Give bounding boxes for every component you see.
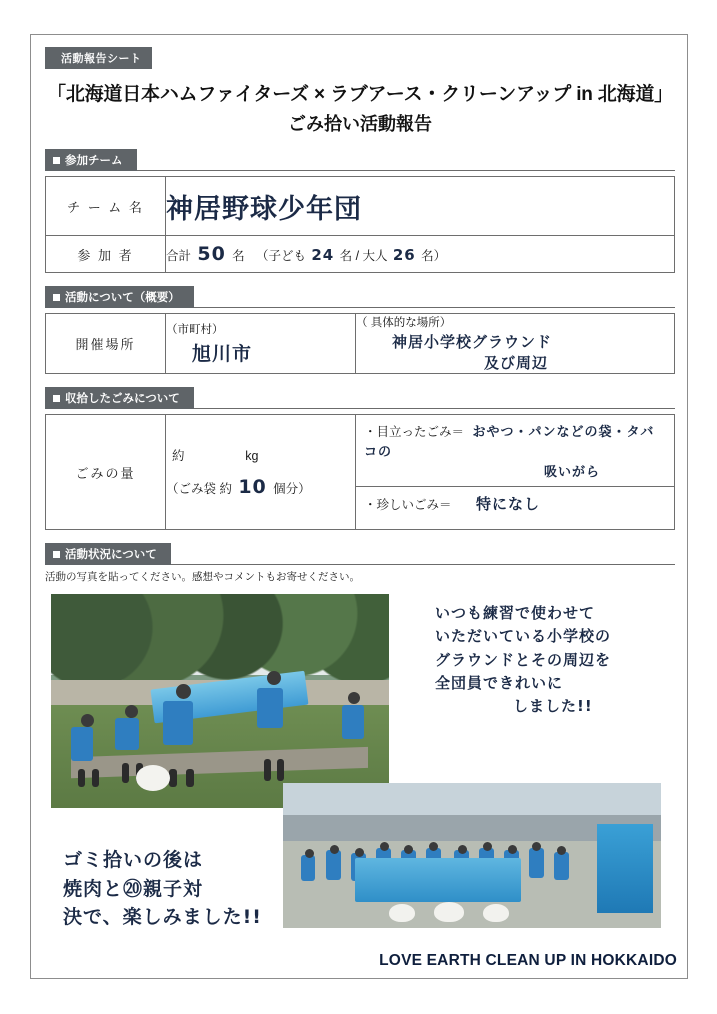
hand-left-line-3: 決で、楽しみました!! bbox=[63, 906, 262, 928]
participants-total-prefix: 合計 bbox=[166, 249, 192, 263]
trash-bag-graphic bbox=[434, 902, 464, 922]
bullet-square-icon bbox=[53, 157, 60, 164]
value-team-name-cell bbox=[166, 177, 675, 236]
section-label-photos: 活動状況について bbox=[65, 549, 157, 561]
footer-logo: LOVE EARTH CLEAN UP IN HOKKAIDO bbox=[379, 952, 677, 969]
photo-instruction-note: 活動の写真を貼ってください。感想やコメントもお寄せください。 bbox=[45, 571, 360, 583]
trash-notes-cell bbox=[356, 415, 675, 530]
handwritten-comment-right bbox=[435, 602, 665, 718]
report-tag: 活動報告シート bbox=[45, 47, 152, 69]
photo-group-banner bbox=[283, 783, 661, 928]
participants-detail-mid: 名 / 大人 bbox=[339, 249, 388, 263]
bullet-square-icon bbox=[53, 551, 60, 558]
heading-rule bbox=[194, 286, 675, 308]
value-unusual-trash: 特になし bbox=[475, 495, 540, 513]
label-city: （市町村） bbox=[166, 324, 224, 336]
section-label-trash: 収拾したごみについて bbox=[65, 393, 180, 405]
section-heading-team bbox=[45, 149, 675, 171]
label-place: （ 具体的な場所） bbox=[356, 317, 452, 329]
participants-detail-open: （子ども bbox=[256, 249, 307, 263]
value-team-name: 神居野球少年団 bbox=[166, 193, 362, 225]
section-label-team: 参加チーム bbox=[65, 155, 123, 167]
value-notable-trash: おやつ・パンなどの袋・タバコの bbox=[364, 425, 655, 460]
photo-area bbox=[45, 588, 675, 943]
heading-rule bbox=[171, 543, 675, 565]
label-unusual-trash: ・珍しいごみ＝ bbox=[364, 498, 452, 512]
section-label-activity: 活動について（概要） bbox=[65, 292, 180, 304]
hand-left-line-2: 焼肉と⑳親子対 bbox=[63, 877, 204, 900]
hand-right-line-5: しました!! bbox=[513, 697, 593, 715]
participants-children-value: 24 bbox=[311, 246, 335, 264]
heading-rule bbox=[194, 387, 675, 409]
participants-detail-close: 名） bbox=[421, 249, 447, 263]
trash-bags-value: 10 bbox=[238, 476, 267, 498]
label-location: 開催場所 bbox=[46, 314, 166, 374]
team-table bbox=[45, 176, 675, 273]
bullet-square-icon bbox=[53, 395, 60, 402]
participants-total-unit: 名 bbox=[232, 249, 245, 263]
value-place: 神居小学校グラウンド bbox=[392, 333, 553, 351]
value-city: 旭川市 bbox=[192, 343, 253, 365]
report-tag-row bbox=[45, 47, 675, 69]
value-city-cell bbox=[166, 314, 356, 374]
trash-bags-prefix: （ごみ袋 約 bbox=[166, 482, 232, 496]
label-trash-amount: ごみの量 bbox=[46, 415, 166, 530]
table-row-participants bbox=[46, 236, 675, 273]
handwritten-comment-left bbox=[63, 846, 262, 932]
photo-cleanup-field bbox=[51, 594, 389, 808]
hand-right-line-3: グラウンドとその周辺を bbox=[435, 650, 612, 669]
label-team-name: チ ー ム 名 bbox=[46, 177, 166, 236]
flag-graphic bbox=[597, 824, 654, 914]
trash-bag-graphic bbox=[483, 904, 509, 922]
bullet-square-icon bbox=[53, 294, 60, 301]
value-place-cell bbox=[356, 314, 675, 374]
trash-bag-graphic bbox=[389, 904, 415, 922]
report-sheet bbox=[30, 34, 688, 979]
participants-total-value: 50 bbox=[197, 243, 226, 265]
heading-rule bbox=[137, 149, 676, 171]
sheet-inner bbox=[45, 47, 675, 943]
hand-right-line-1: いつも練習で使わせて bbox=[435, 604, 596, 622]
label-participants: 参 加 者 bbox=[46, 236, 166, 273]
page-subtitle: ごみ拾い活動報告 bbox=[288, 114, 432, 134]
table-row-location bbox=[46, 314, 675, 374]
value-notable-trash-line2: 吸いがら bbox=[544, 465, 601, 480]
activity-table bbox=[45, 313, 675, 374]
trash-table bbox=[45, 414, 675, 530]
title-block bbox=[45, 79, 675, 136]
value-trash-amount-cell bbox=[166, 415, 356, 530]
trash-amount-unit: kg bbox=[245, 449, 259, 463]
hand-left-line-1: ゴミ拾いの後は bbox=[63, 849, 204, 871]
trash-bags-suffix: 個分） bbox=[273, 482, 311, 496]
trash-amount-prefix: 約 bbox=[172, 449, 185, 463]
table-row-trash bbox=[46, 415, 675, 530]
section-heading-photos bbox=[45, 543, 675, 565]
trash-bag-graphic bbox=[136, 765, 170, 791]
label-notable-trash: ・目立ったごみ＝ bbox=[364, 425, 465, 439]
section-heading-activity bbox=[45, 286, 675, 308]
table-row-team-name bbox=[46, 177, 675, 236]
hand-right-line-2: いただいている小学校の bbox=[435, 627, 612, 646]
value-place-line2: 及び周辺 bbox=[484, 354, 549, 372]
trash-note-row-notable bbox=[356, 415, 674, 487]
section-heading-trash bbox=[45, 387, 675, 409]
hand-right-line-4: 全団員できれいに bbox=[435, 673, 564, 692]
banner-graphic bbox=[355, 858, 521, 902]
trash-note-row-unusual bbox=[356, 487, 674, 529]
value-participants-cell bbox=[166, 236, 675, 273]
page-title: 「北海道日本ハムファイターズ × ラブアース・クリーンアップ in 北海道」 bbox=[47, 84, 673, 105]
participants-adults-value: 26 bbox=[392, 246, 416, 264]
